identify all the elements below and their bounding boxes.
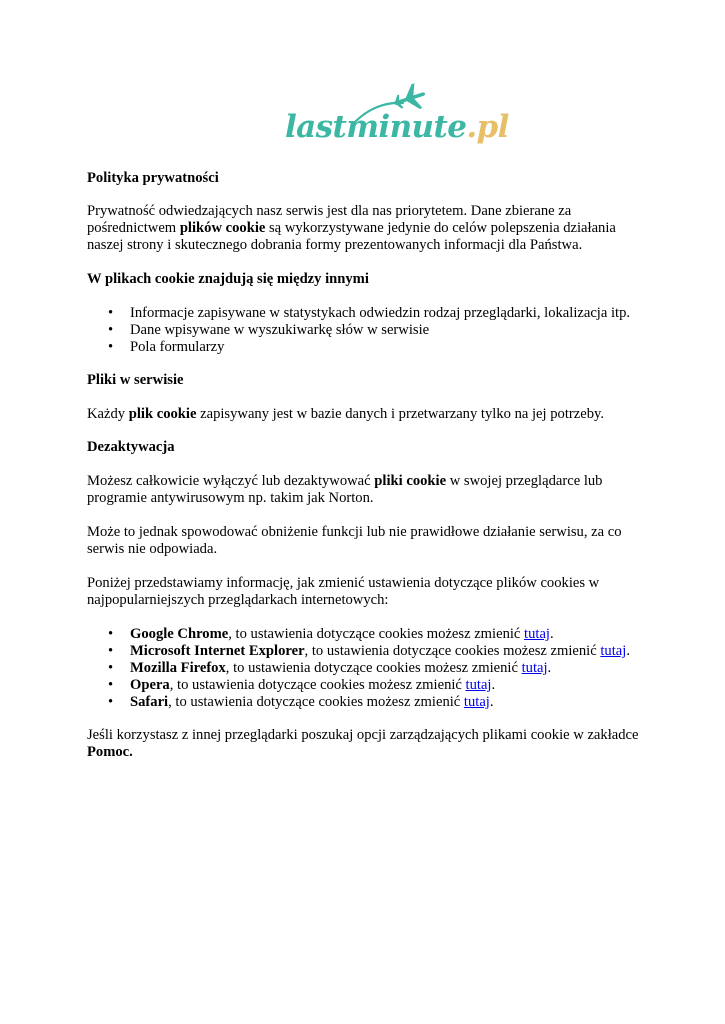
list-item: • Informacje zapisywane w statystykach odwiedzin rodzaj przeglądarki, lokalizacja itp.: [87, 305, 647, 322]
browser-settings-link[interactable]: tutaj: [463, 694, 490, 710]
cookies-list: [87, 305, 647, 356]
deactivation-heading: Dezaktywacja: [87, 439, 175, 455]
logo-tld: .pl: [466, 109, 509, 145]
logo-name: lastminute: [285, 109, 467, 145]
deactivation-text-2: w swojej przeglądarce lub programie antywirusowym np. takim jak Norton.: [87, 473, 603, 506]
browser-text: , to ustawienia dotyczące cookies możesz zmienić: [168, 694, 464, 710]
deactivation-bold: pliki cookie: [374, 473, 447, 489]
files-text-2: zapisywany jest w bazie danych i przetwarzany tylko na jej potrzeby.: [196, 406, 604, 422]
browser-settings-link[interactable]: tutaj: [524, 626, 550, 642]
deactivation-paragraph-2: Może to jednak spowodować obniżenie funkcji lub nie prawidłowe działanie serwisu, za co serwis nie odpowiada.: [87, 524, 622, 557]
logo-wordmark: [285, 110, 509, 144]
footer-bold: Pomoc.: [87, 744, 133, 760]
browser-text: , to ustawienia dotyczące cookies możesz zmienić: [225, 660, 522, 676]
browser-name: Google Chrome: [130, 626, 229, 642]
files-text-1: Każdy: [87, 406, 129, 422]
browser-item-firefox: • Mozilla Firefox, to ustawienia dotyczące cookies możesz zmienić tutaj.: [87, 660, 647, 677]
intro-text-2: są wykorzystywane jedynie do celów polepszenia działania naszej strony i skutecznego dobrania formy prezentowanych informacji dla Państwa.: [87, 220, 616, 253]
files-bold: plik cookie: [128, 406, 197, 422]
browser-item-chrome: • Google Chrome, to ustawienia dotyczące cookies możesz zmienić tutaj.: [87, 626, 647, 643]
document-body: [87, 170, 647, 761]
footer-text: Jeśli korzystasz z innej przeglądarki poszukaj opcji zarządzających plikami cookie w zakładce: [87, 727, 639, 743]
browser-name: Opera: [130, 677, 170, 693]
browser-settings-link[interactable]: tutaj: [600, 643, 627, 659]
browsers-list: [87, 626, 647, 711]
browser-item-ie: • Microsoft Internet Explorer, to ustawienia dotyczące cookies możesz zmienić tutaj.: [87, 643, 647, 660]
browser-name: Safari: [130, 694, 169, 710]
browser-item-opera: • Opera, to ustawienia dotyczące cookies możesz zmienić tutaj.: [87, 677, 647, 694]
intro-paragraph: [87, 203, 647, 254]
cookies-heading: W plikach cookie znajdują się między innymi: [87, 271, 369, 287]
browser-name: Mozilla Firefox: [130, 660, 226, 676]
browser-settings-link[interactable]: tutaj: [521, 660, 548, 676]
deactivation-paragraph-1: [87, 473, 647, 507]
browser-item-safari: • Safari, to ustawienia dotyczące cookies możesz zmienić tutaj.: [87, 694, 647, 711]
browser-text: , to ustawienia dotyczące cookies możesz zmienić: [304, 643, 601, 659]
files-paragraph: [87, 406, 647, 423]
list-item: • Dane wpisywane w wyszukiwarkę słów w serwisie: [87, 322, 647, 339]
deactivation-text-1: Możesz całkowicie wyłączyć lub dezaktywować: [87, 473, 375, 489]
browser-settings-link[interactable]: tutaj: [465, 677, 492, 693]
intro-bold: plików cookie: [179, 220, 266, 236]
deactivation-paragraph-3: Poniżej przedstawiamy informację, jak zmienić ustawienia dotyczące plików cookies w najpopularniejszych przeglądarkach internetowych:: [87, 575, 600, 608]
browser-text: , to ustawienia dotyczące cookies możesz zmienić: [169, 677, 466, 693]
footer-paragraph: [87, 727, 647, 761]
page-title: Polityka prywatności: [87, 170, 219, 186]
intro-text-1: Prywatność odwiedzających nasz serwis jest dla nas priorytetem. Dane zbierane za pośrednictwem: [87, 203, 572, 236]
browser-name: Microsoft Internet Explorer: [130, 643, 305, 659]
brand-logo: [285, 82, 509, 157]
browser-text: , to ustawienia dotyczące cookies możesz zmienić: [228, 626, 525, 642]
list-item: • Pola formularzy: [87, 339, 647, 356]
files-heading: Pliki w serwisie: [87, 372, 184, 388]
